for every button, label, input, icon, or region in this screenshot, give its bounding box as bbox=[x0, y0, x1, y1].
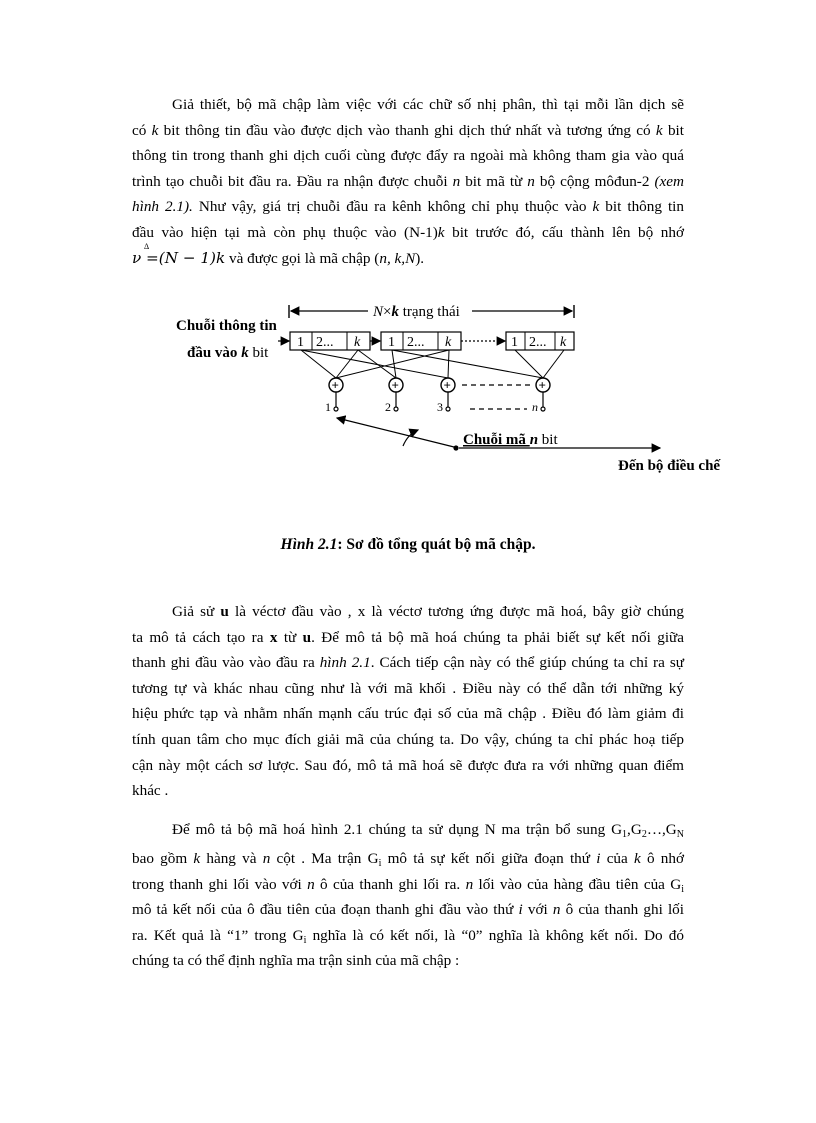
para3-line-4: mô tả kết nối của ô đầu tiên của đoạn thanh ghi đầu vào thứ i với n ô của thanh ghi lối bbox=[132, 901, 684, 919]
svg-text:k: k bbox=[560, 335, 567, 350]
mod2-adder-2 bbox=[389, 378, 403, 393]
shift-register-n bbox=[506, 332, 574, 350]
svg-text:2...: 2... bbox=[316, 335, 334, 350]
tap-label-2: 2 bbox=[385, 400, 391, 414]
para3-line-6: chúng ta có thể định nghĩa ma trận sinh của mã chập : bbox=[132, 952, 460, 970]
paragraph-2 bbox=[132, 599, 684, 804]
para3-line-3: trong thanh ghi lối vào với n ô của thanh ghi lối ra. n lối vào của hàng đầu tiên của $G_i$ bbox=[132, 875, 685, 895]
mod2-adder-3 bbox=[441, 378, 455, 393]
svg-text:+: + bbox=[391, 377, 399, 393]
svg-text:2...: 2... bbox=[407, 335, 425, 350]
svg-text:+: + bbox=[538, 377, 546, 393]
shift-register-2 bbox=[381, 332, 461, 350]
para3-line-1: Để mô tả bộ mã hoá hình 2.1 chúng ta sử dụng N ma trận bổ sung $G_1,G_2\dots,G_N$ bbox=[172, 821, 684, 840]
svg-text:+: + bbox=[331, 377, 339, 393]
paragraph-1 bbox=[132, 92, 684, 271]
svg-text:+: + bbox=[443, 377, 451, 393]
para1-line-5: hình 2.1). Như vậy, giá trị chuỗi đầu ra kênh không chỉ phụ thuộc vào k bit thông tin bbox=[132, 198, 684, 216]
para1-line-1: Giả thiết, bộ mã chập làm việc với các chữ số nhị phân, thì tại mỗi lần dịch sẽ bbox=[172, 96, 684, 113]
input-label-line1: Chuỗi thông tin bbox=[176, 318, 277, 334]
svg-text:2...: 2... bbox=[529, 335, 547, 350]
svg-text:1: 1 bbox=[297, 335, 304, 350]
para1-line-6: đầu vào hiện tại mà còn phụ thuộc vào (N-1)k bit trước đó, cấu thành lên bộ nhớ bbox=[132, 223, 685, 241]
para2-line-1: Giả sử u là véctơ đầu vào , x là véctơ tương ứng được mã hoá, bây giờ chúng bbox=[172, 603, 684, 620]
figure-caption: Hình 2.1: Sơ đồ tổng quát bộ mã chập. bbox=[280, 536, 536, 553]
para1-line-3: thông tin trong thanh ghi dịch cuối cùng được đẩy ra ngoài mà không tham gia vào quá bbox=[132, 147, 684, 165]
shift-register-1 bbox=[290, 332, 370, 350]
para2-line-5: hiệu phức tạp và nhằm nhấn mạnh cấu trúc đại số của mã chập . Điều đó làm giảm đi bbox=[132, 705, 684, 723]
para1-line-2: có k bit thông tin đầu vào được dịch vào thanh ghi dịch thứ nhất và tương ứng có k bit bbox=[132, 121, 684, 139]
states-label: N×k trạng thái bbox=[373, 304, 460, 320]
commutator-pivot bbox=[453, 445, 458, 450]
para2-line-8: khác . bbox=[132, 782, 169, 800]
tap-label-1: 1 bbox=[325, 400, 331, 414]
paragraph-3 bbox=[132, 814, 684, 974]
tap-label-n: n bbox=[532, 400, 538, 414]
register-connections bbox=[301, 350, 564, 378]
para3-line-2: bao gồm k hàng và n cột . Ma trận $G_i$ mô tả sự kết nối giữa đoạn thứ i của k ô nhớ bbox=[132, 850, 685, 869]
commutator-arm bbox=[337, 418, 454, 447]
para2-line-7: cận này một cách sơ lược. Sau đó, mô tả mã hoá sẽ được đưa ra với những quan điểm bbox=[132, 756, 684, 774]
convolutional-encoder-diagram bbox=[170, 296, 750, 480]
para2-line-2: ta mô tả cách tạo ra x từ u. Để mô tả bộ mã hoá chúng ta phải biết sự kết nối giữa bbox=[132, 628, 685, 646]
tap-label-3: 3 bbox=[437, 400, 443, 414]
input-label-line2: đầu vào k bit bbox=[187, 345, 269, 361]
para2-line-4: tương tự và khác nhau cũng như là với mã khối . Điều này có thể dẫn tới những ký bbox=[132, 679, 684, 697]
svg-text:k: k bbox=[445, 335, 452, 350]
memory-formula: Δ ν =(N − 1)k bbox=[132, 246, 225, 272]
svg-text:k: k bbox=[354, 335, 361, 350]
modulator-label: Đến bộ điều chế bbox=[618, 458, 721, 474]
para1-line-4: trình tạo chuỗi bit đầu ra. Đầu ra nhận được chuỗi n bit mã từ n bộ cộng môđun-2 (xem bbox=[132, 172, 684, 190]
output-label: Chuỗi mã n bit bbox=[463, 432, 558, 448]
mod2-adder-1 bbox=[329, 378, 343, 393]
delta-symbol: Δ bbox=[144, 241, 150, 251]
svg-text:1: 1 bbox=[511, 335, 518, 350]
mod2-adder-n bbox=[536, 378, 550, 393]
para1-line-7: Δ ν =(N − 1)k và được gọi là mã chập (n, k,N). bbox=[132, 246, 684, 272]
para2-line-3: thanh ghi đầu vào vào đầu ra hình 2.1. Cách tiếp cận này có thể giúp chúng ta chỉ ra sự bbox=[132, 654, 684, 672]
svg-text:1: 1 bbox=[388, 335, 395, 350]
para3-line-5: ra. Kết quả là “1” trong $G_i$ nghĩa là có kết nối, là “0” nghĩa là không kết nối. Do đó bbox=[132, 926, 684, 946]
para2-line-6: tính quan tâm cho mục đích giải mã của chúng ta. Do vậy, chúng ta chỉ phác hoạ tiếp bbox=[132, 730, 684, 748]
